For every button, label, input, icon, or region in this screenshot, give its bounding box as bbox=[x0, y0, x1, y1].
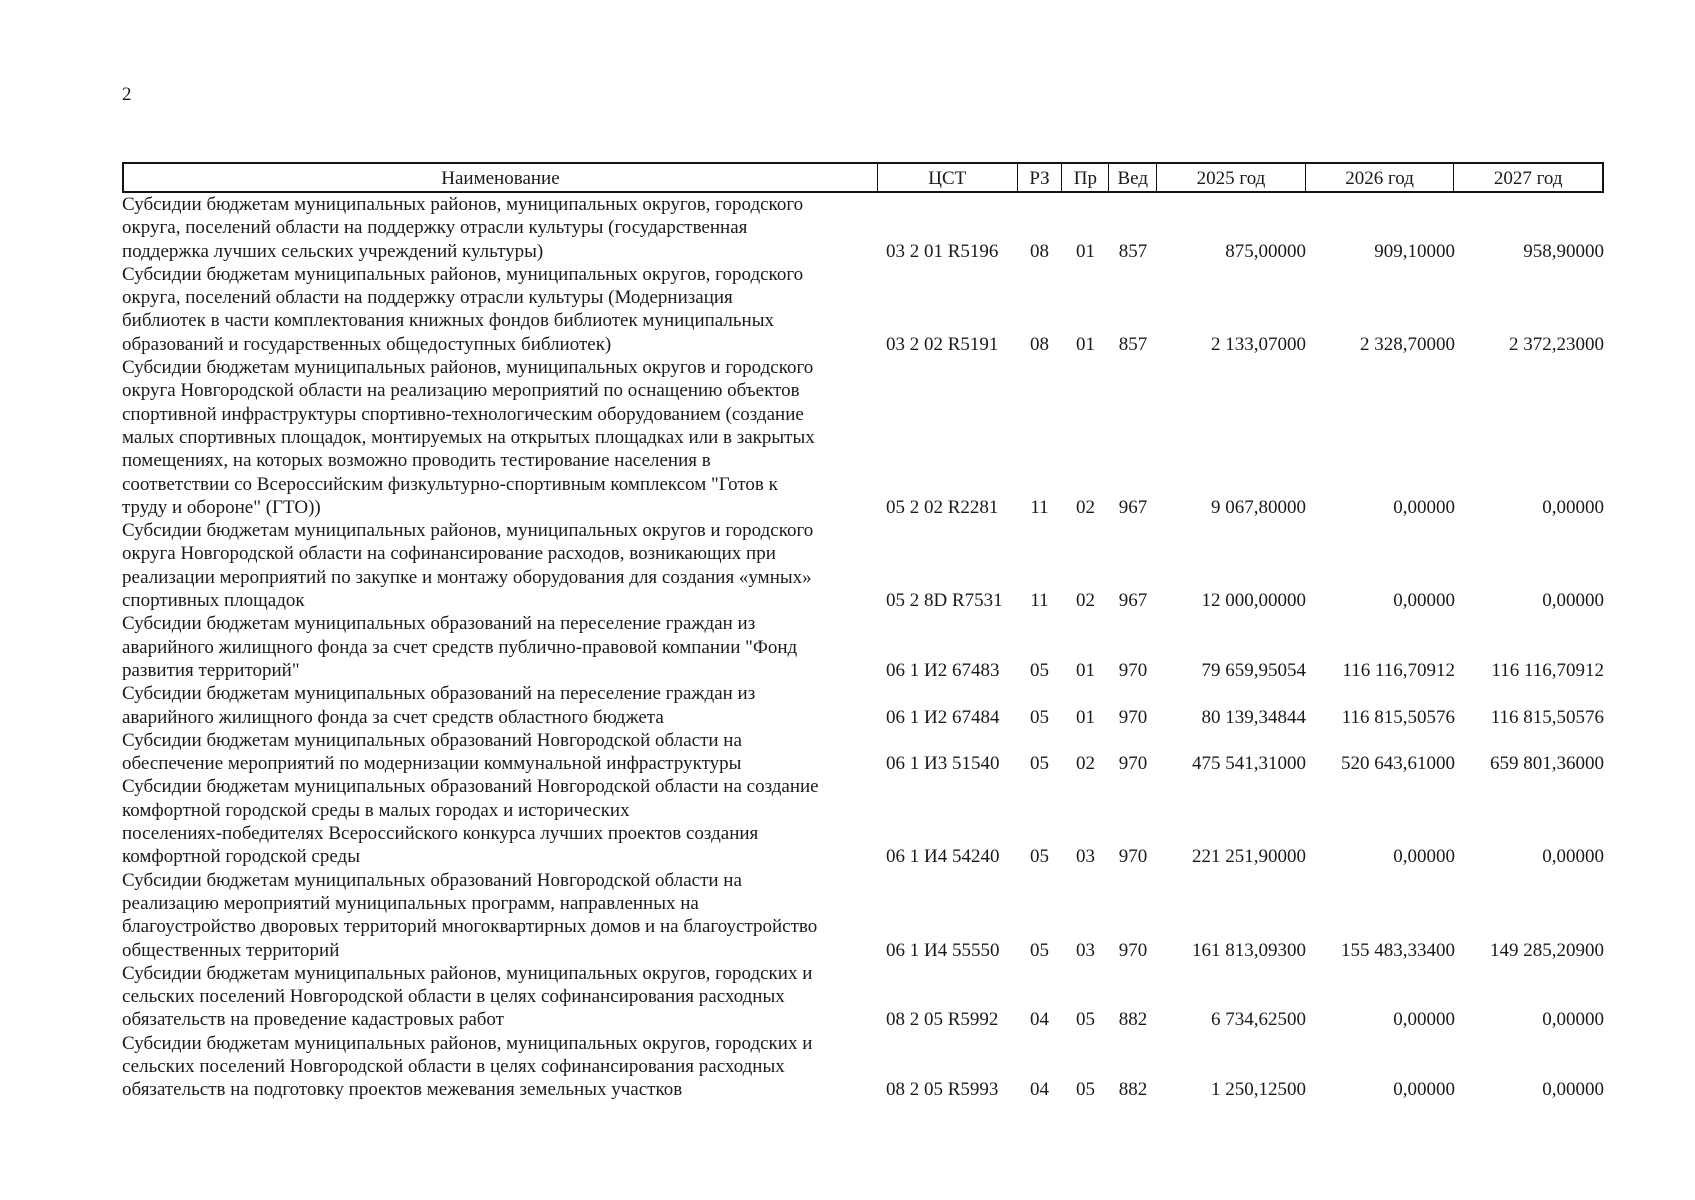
row-pr-cell: 03 bbox=[1076, 846, 1095, 868]
row-rz-cell: 11 bbox=[1030, 590, 1049, 612]
row-2027-cell: 0,00000 bbox=[1542, 846, 1604, 868]
row-2026-cell: 2 328,70000 bbox=[1360, 333, 1455, 355]
row-name-cell: Субсидии бюджетам муниципальных районов, муниципальных округов, городских и сельских поселений Новгородской области в целях софинансирования расходных обязательств на подготовку проектов межевания земельных участков bbox=[122, 1032, 813, 1101]
row-rz-cell: 05 bbox=[1030, 939, 1049, 961]
row-name-cell: Субсидии бюджетам муниципальных районов, муниципальных округов, городских и сельских поселений Новгородской области в целях софинансирования расходных обязательств на проведение кадастровых работ bbox=[122, 962, 813, 1031]
row-2026-cell: 520 643,61000 bbox=[1341, 753, 1455, 775]
table-body bbox=[122, 193, 1604, 1102]
row-cst-cell: 03 2 01 R5196 bbox=[886, 240, 999, 262]
row-ved-cell: 970 bbox=[1118, 846, 1148, 868]
row-rz-cell: 05 bbox=[1030, 659, 1049, 681]
row-2025-cell: 6 734,62500 bbox=[1211, 1009, 1306, 1031]
table-row bbox=[122, 775, 1604, 868]
row-name-cell: Субсидии бюджетам муниципальных образований на переселение граждан из аварийного жилищного фонда за счет средств областного бюджета bbox=[122, 683, 756, 728]
table-row bbox=[122, 263, 1604, 356]
table-row bbox=[122, 682, 1604, 729]
header-2025: 2025 год bbox=[1156, 164, 1305, 191]
row-2025-cell: 2 133,07000 bbox=[1211, 333, 1306, 355]
row-cst-cell: 08 2 05 R5993 bbox=[886, 1079, 999, 1101]
header-name: Наименование bbox=[441, 167, 560, 189]
header-pr: Пр bbox=[1061, 164, 1108, 191]
row-cst-cell: 08 2 05 R5992 bbox=[886, 1009, 999, 1031]
row-pr-cell: 02 bbox=[1076, 590, 1095, 612]
row-2025-cell: 475 541,31000 bbox=[1192, 753, 1306, 775]
row-2027-cell: 116 116,70912 bbox=[1491, 659, 1604, 681]
table-row bbox=[122, 962, 1604, 1032]
table-row bbox=[122, 1032, 1604, 1102]
row-ved-cell: 857 bbox=[1118, 240, 1148, 262]
row-ved-cell: 967 bbox=[1118, 496, 1148, 518]
budget-table bbox=[122, 162, 1604, 1102]
row-2026-cell: 909,10000 bbox=[1374, 240, 1455, 262]
table-header bbox=[122, 162, 1604, 193]
row-cst-cell: 03 2 02 R5191 bbox=[886, 333, 999, 355]
row-ved-cell: 857 bbox=[1118, 333, 1148, 355]
header-cst: ЦСТ bbox=[877, 164, 1017, 191]
table-row bbox=[122, 519, 1604, 612]
row-2027-cell: 0,00000 bbox=[1542, 590, 1604, 612]
row-ved-cell: 967 bbox=[1118, 590, 1148, 612]
row-rz-cell: 08 bbox=[1030, 333, 1049, 355]
row-name-cell: Субсидии бюджетам муниципальных районов, муниципальных округов, городского округа, поселений области на поддержку отрасли культуры (Модернизация библиотек в части комплектования книжных фондов библиотек муниципальных образований и государственных общедоступных библиотек) bbox=[122, 263, 804, 355]
row-name-cell: Субсидии бюджетам муниципальных образований Новгородской области на создание комфортной городской среды в малых городах и исторических поселениях-победителях Всероссийского конкурса лучших проектов создания комфортной городской среды bbox=[122, 776, 819, 868]
row-pr-cell: 01 bbox=[1076, 706, 1095, 728]
page-number: 2 bbox=[122, 84, 132, 105]
row-pr-cell: 02 bbox=[1076, 753, 1095, 775]
row-rz-cell: 11 bbox=[1030, 496, 1049, 518]
row-name-cell: Субсидии бюджетам муниципальных районов, муниципальных округов, городского округа, поселений области на поддержку отрасли культуры (государственная поддержка лучших сельских учреждений культуры) bbox=[122, 194, 804, 262]
row-2025-cell: 80 139,34844 bbox=[1201, 706, 1306, 728]
row-2025-cell: 1 250,12500 bbox=[1211, 1079, 1306, 1101]
row-name-cell: Субсидии бюджетам муниципальных районов, муниципальных округов и городского округа Новгородской области на софинансирование расходов, возникающих при реализации мероприятий по закупке и монтажу оборудования для создания «умных» спортивных площадок bbox=[122, 520, 814, 612]
table-row bbox=[122, 612, 1604, 682]
table-row bbox=[122, 193, 1604, 263]
row-ved-cell: 882 bbox=[1118, 1079, 1148, 1101]
table-row bbox=[122, 729, 1604, 776]
row-2026-cell: 155 483,33400 bbox=[1341, 939, 1455, 961]
row-name-cell: Субсидии бюджетам муниципальных образований на переселение граждан из аварийного жилищного фонда за счет средств публично-правовой компании "Фонд развития территорий" bbox=[122, 613, 798, 681]
row-2027-cell: 0,00000 bbox=[1542, 1079, 1604, 1101]
row-name-cell: Субсидии бюджетам муниципальных образований Новгородской области на реализацию мероприятий муниципальных программ, направленных на благоустройство дворовых территорий многоквартирных домов и на благоустройство общественных территорий bbox=[122, 869, 818, 961]
row-2026-cell: 116 116,70912 bbox=[1342, 659, 1455, 681]
row-2026-cell: 0,00000 bbox=[1393, 496, 1455, 518]
header-2027: 2027 год bbox=[1453, 164, 1602, 191]
row-pr-cell: 01 bbox=[1076, 240, 1095, 262]
row-2027-cell: 149 285,20900 bbox=[1490, 939, 1604, 961]
row-rz-cell: 05 bbox=[1030, 846, 1049, 868]
row-rz-cell: 05 bbox=[1030, 753, 1049, 775]
row-ved-cell: 882 bbox=[1118, 1009, 1148, 1031]
row-2026-cell: 0,00000 bbox=[1393, 1009, 1455, 1031]
row-2025-cell: 161 813,09300 bbox=[1192, 939, 1306, 961]
row-2026-cell: 0,00000 bbox=[1393, 846, 1455, 868]
row-2027-cell: 2 372,23000 bbox=[1509, 333, 1604, 355]
row-2026-cell: 116 815,50576 bbox=[1341, 706, 1455, 728]
row-cst-cell: 06 1 И4 55550 bbox=[886, 939, 1000, 961]
row-2027-cell: 958,90000 bbox=[1523, 240, 1604, 262]
row-ved-cell: 970 bbox=[1118, 706, 1148, 728]
table-row bbox=[122, 356, 1604, 519]
row-cst-cell: 06 1 И2 67484 bbox=[886, 706, 1000, 728]
row-2025-cell: 9 067,80000 bbox=[1211, 496, 1306, 518]
row-2026-cell: 0,00000 bbox=[1393, 590, 1455, 612]
row-cst-cell: 06 1 И3 51540 bbox=[886, 753, 1000, 775]
row-2025-cell: 221 251,90000 bbox=[1192, 846, 1306, 868]
row-rz-cell: 04 bbox=[1030, 1009, 1049, 1031]
row-rz-cell: 04 bbox=[1030, 1079, 1049, 1101]
row-2027-cell: 116 815,50576 bbox=[1490, 706, 1604, 728]
row-2026-cell: 0,00000 bbox=[1393, 1079, 1455, 1101]
row-cst-cell: 05 2 02 R2281 bbox=[886, 496, 999, 518]
row-ved-cell: 970 bbox=[1118, 939, 1148, 961]
row-2025-cell: 875,00000 bbox=[1225, 240, 1306, 262]
row-2027-cell: 659 801,36000 bbox=[1490, 753, 1604, 775]
row-2025-cell: 79 659,95054 bbox=[1201, 659, 1306, 681]
row-pr-cell: 01 bbox=[1076, 659, 1095, 681]
row-2027-cell: 0,00000 bbox=[1542, 496, 1604, 518]
header-2026: 2026 год bbox=[1305, 164, 1454, 191]
row-name-cell: Субсидии бюджетам муниципальных районов, муниципальных округов и городского округа Новгородской области на реализацию мероприятий по оснащению объектов спортивной инфраструктуры спортивно-технологическим оборудованием (создание малых спортивных площадок, монтируемых на открытых площадках или в закрытых помещениях, на которых возможно проводить тестирование населения в соответствии со Всероссийским физкультурно-спортивным комплексом "Готов к труду и обороне" (ГТО)) bbox=[122, 357, 815, 518]
table-row bbox=[122, 869, 1604, 962]
row-2025-cell: 12 000,00000 bbox=[1201, 590, 1306, 612]
row-cst-cell: 05 2 8D R7531 bbox=[886, 590, 1003, 612]
header-ved: Вед bbox=[1108, 164, 1156, 191]
header-rz: РЗ bbox=[1017, 164, 1062, 191]
row-pr-cell: 05 bbox=[1076, 1079, 1095, 1101]
row-ved-cell: 970 bbox=[1118, 659, 1148, 681]
row-ved-cell: 970 bbox=[1118, 753, 1148, 775]
row-rz-cell: 08 bbox=[1030, 240, 1049, 262]
row-cst-cell: 06 1 И4 54240 bbox=[886, 846, 1000, 868]
row-cst-cell: 06 1 И2 67483 bbox=[886, 659, 1000, 681]
row-pr-cell: 01 bbox=[1076, 333, 1095, 355]
row-2027-cell: 0,00000 bbox=[1542, 1009, 1604, 1031]
row-pr-cell: 02 bbox=[1076, 496, 1095, 518]
row-pr-cell: 03 bbox=[1076, 939, 1095, 961]
row-rz-cell: 05 bbox=[1030, 706, 1049, 728]
row-pr-cell: 05 bbox=[1076, 1009, 1095, 1031]
row-name-cell: Субсидии бюджетам муниципальных образований Новгородской области на обеспечение мероприятий по модернизации коммунальной инфраструктуры bbox=[122, 729, 742, 775]
